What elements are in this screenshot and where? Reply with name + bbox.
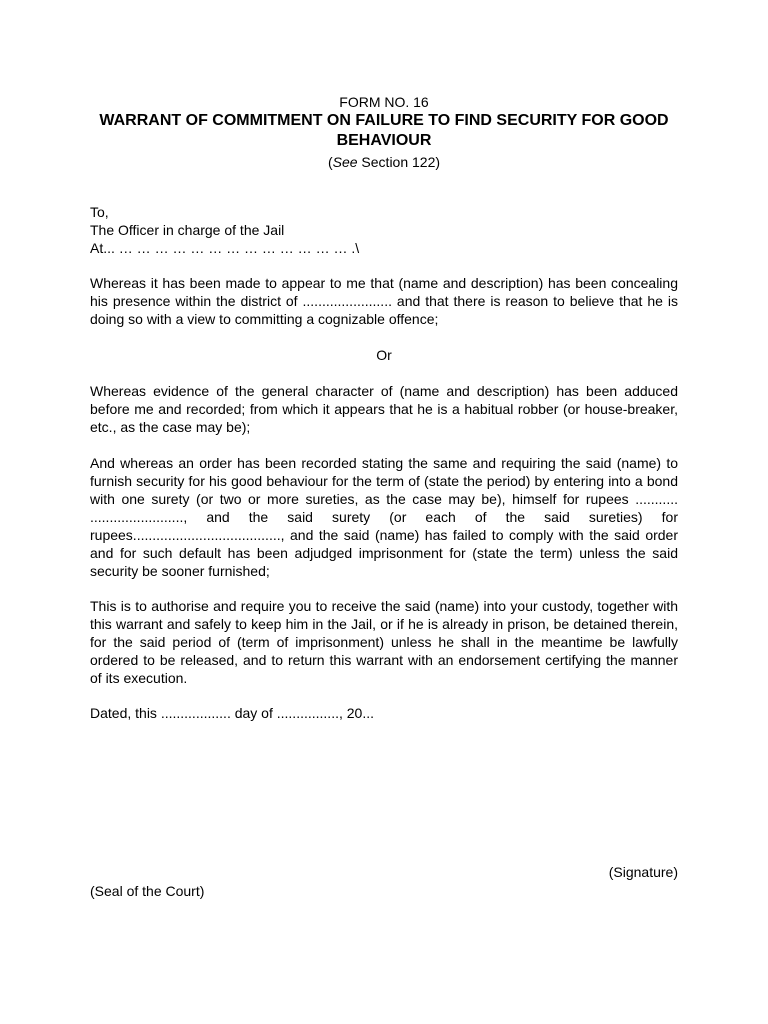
paragraph-concealment: Whereas it has been made to appear to me that (name and description) has been concealing his presence within the district of ....................... and that there is reason to believe that he is doing so with a view to committing a cognizable offence; bbox=[90, 275, 678, 327]
section-reference bbox=[0, 153, 768, 171]
form-number: FORM NO. 16 bbox=[339, 94, 429, 110]
section-see-word: See bbox=[332, 154, 358, 170]
paragraph-authorisation: This is to authorise and require you to receive the said (name) into your custody, together with this warrant and safely to keep him in the Jail, or if he is already in prison, be detained therein, for the said period of (term of imprisonment) unless he shall in the meantime be lawfully ordered to be released, and to return this warrant with an endorsement certifying the manner of its execution. bbox=[90, 598, 678, 686]
dated-line: Dated, this .................. day of ................, 20... bbox=[90, 705, 374, 721]
section-open-paren: ( bbox=[327, 154, 333, 170]
or-separator: Or bbox=[376, 347, 392, 363]
address-to: To, bbox=[90, 204, 109, 220]
address-block bbox=[90, 203, 678, 257]
paragraph-security-order: And whereas an order has been recorded stating the same and requiring the said (name) to furnish security for his good behaviour for the term of (state the period) by entering into a bond with one surety (or two or more sureties, as the case may be), himself for rupees ........... ........................, and the said surety (or each of the said sureties) for rupees......................................, and the said (name) has failed to comply with the said order and for such default has been adjudged imprisonment for (state the term) unless the said security be sooner furnished; bbox=[90, 455, 678, 579]
signature-label: (Signature) bbox=[608, 864, 678, 880]
document-title: WARRANT OF COMMITMENT ON FAILURE TO FIND SECURITY FOR GOOD BEHAVIOUR bbox=[99, 112, 669, 149]
court-seal-label: (Seal of the Court) bbox=[90, 883, 205, 899]
paragraph-character-evidence: Whereas evidence of the general character of (name and description) has been adduced before me and recorded; from which it appears that he is a habitual robber (or house-breaker, etc., as the case may be); bbox=[90, 383, 678, 435]
address-officer: The Officer in charge of the Jail bbox=[90, 222, 285, 238]
address-at: At... … … … … … … … … … … … … … .\ bbox=[90, 240, 360, 256]
section-number: Section 122) bbox=[357, 154, 441, 170]
